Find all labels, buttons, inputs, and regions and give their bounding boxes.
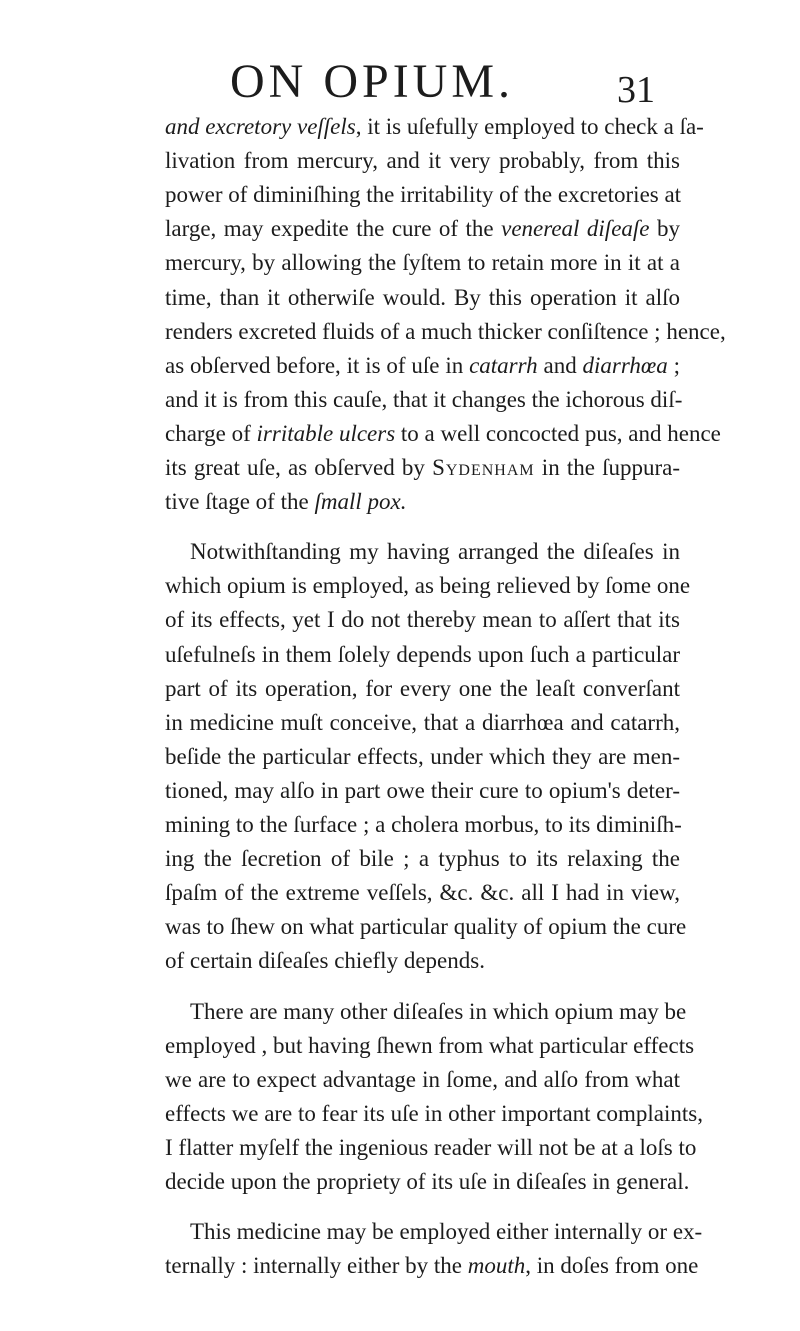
text-segment: effects we are to fear its uſe in other important complaints, [165,1100,703,1126]
text-line [165,248,680,278]
text-segment: tive ſtage of the [165,489,315,515]
text-line [165,742,680,772]
text-line [165,283,680,313]
text-segment: beſide the particular effects, under which they are men- [165,743,680,769]
text-line [165,1167,690,1197]
text-line [190,537,680,567]
text-line [165,1099,703,1129]
text-segment: to a well concocted pus, and hence [395,420,721,446]
text-line [190,1217,703,1247]
text-line [165,640,680,670]
text-line [165,1065,680,1095]
text-segment: tioned, may alſo in part owe their cure to opium's deter- [165,777,680,803]
text-segment: ing the ſecretion of bile ; a typhus to its relaxing the [165,846,680,872]
text-segment: which opium is employed, as being relieved by ſome one [165,573,691,599]
text-segment: charge of [165,420,257,446]
text-line [165,776,680,806]
text-line [190,997,687,1027]
text-line [165,844,680,874]
text-segment: ternally : internally either by the [165,1253,468,1279]
text-line [165,810,680,840]
text-segment: ſpaſm of the extreme veſſels, &c. &c. all I had in view, [165,880,680,906]
text-line [165,112,704,142]
page-number: 31 [617,69,655,111]
italic-text: and excretory veſſels [165,114,356,139]
text-segment: , in doſes from one [525,1253,699,1279]
text-line [165,385,683,415]
text-line [165,487,680,517]
text-segment: uſefulneſs in them ſolely depends upon ſuch a particular [165,641,680,667]
text-segment: was to ſhew on what particular quality of opium the cure [165,914,687,940]
text-segment: I flatter myſelf the ingenious reader will not be at a loſs to [165,1134,697,1160]
text-line [165,605,680,635]
small-caps-name: Sydenham [432,455,535,480]
text-segment: power of diminiſhing the irritability of the excretories at [165,182,682,208]
text-line [165,878,680,908]
text-segment: of certain diſeaſes chiefly depends. [165,948,485,974]
text-line [165,1031,695,1061]
text-segment: part of its operation, for every one the leaſt converſant [165,675,680,701]
text-line [165,912,687,942]
text-line [165,946,680,976]
text-segment: renders excreted fluids of a much thicker conſiſtence ; hence, [165,318,726,344]
text-line [165,317,726,347]
text-line [165,146,680,176]
text-segment: and it is from this cauſe, that it changes the ichorous diſ- [165,386,683,412]
text-line [165,1133,697,1163]
page-title: ON OPIUM. [230,55,515,108]
text-line [165,674,680,704]
text-segment: of its effects, yet I do not thereby mean to aſſert that its [165,607,680,633]
text-segment: employed , but having ſhewn from what particular effects [165,1032,695,1058]
text-segment: This medicine may be employed either internally or ex- [190,1219,703,1245]
text-segment: decide upon the propriety of its uſe in diſeaſes in general. [165,1169,690,1194]
text-line [165,1251,699,1281]
text-line [165,453,680,483]
text-line [165,351,680,381]
text-line [165,214,680,244]
text-segment: large, may expedite the cure of the [165,216,502,242]
text-segment: time, than it otherwiſe would. By this operation it alſo [165,284,680,310]
text-segment: livation from mercury, and it very probably, from this [165,148,680,174]
text-line [165,180,680,210]
text-segment: as obſerved before, it is of uſe in [165,352,470,378]
text-segment: in medicine muſt conceive, that a diarrhœa and catarrh, [165,709,680,735]
italic-text: venereal diſeaſe [501,216,650,242]
text-segment: mercury, by allowing the ſyſtem to retain more in it at a [165,250,680,276]
text-segment: There are many other diſeaſes in which opium may be [190,998,687,1024]
text-line [165,419,721,449]
text-segment: mining to the ſurface ; a cholera morbus, to its diminiſh- [165,812,682,837]
text-segment: ; [667,352,680,378]
italic-text: mouth [467,1253,526,1279]
italic-text: diarrhœa [582,352,668,378]
italic-text: ſmall pox. [314,489,407,515]
text-segment: in the ſuppura- [534,455,681,480]
text-segment: , it is uſefully employed to check a ſa- [355,114,704,139]
text-segment: we are to expect advantage in ſome, and alſo from what [165,1066,680,1092]
text-line [165,708,680,738]
text-segment: by [649,216,680,242]
running-head [230,52,650,112]
text-segment: its great uſe, as obſerved by [165,455,433,480]
italic-text: catarrh [469,352,538,378]
italic-text: irritable ulcers [256,420,396,446]
text-line [165,571,691,601]
text-segment: and [537,352,583,378]
text-segment: Notwithſtanding my having arranged the diſeaſes in [190,539,680,565]
